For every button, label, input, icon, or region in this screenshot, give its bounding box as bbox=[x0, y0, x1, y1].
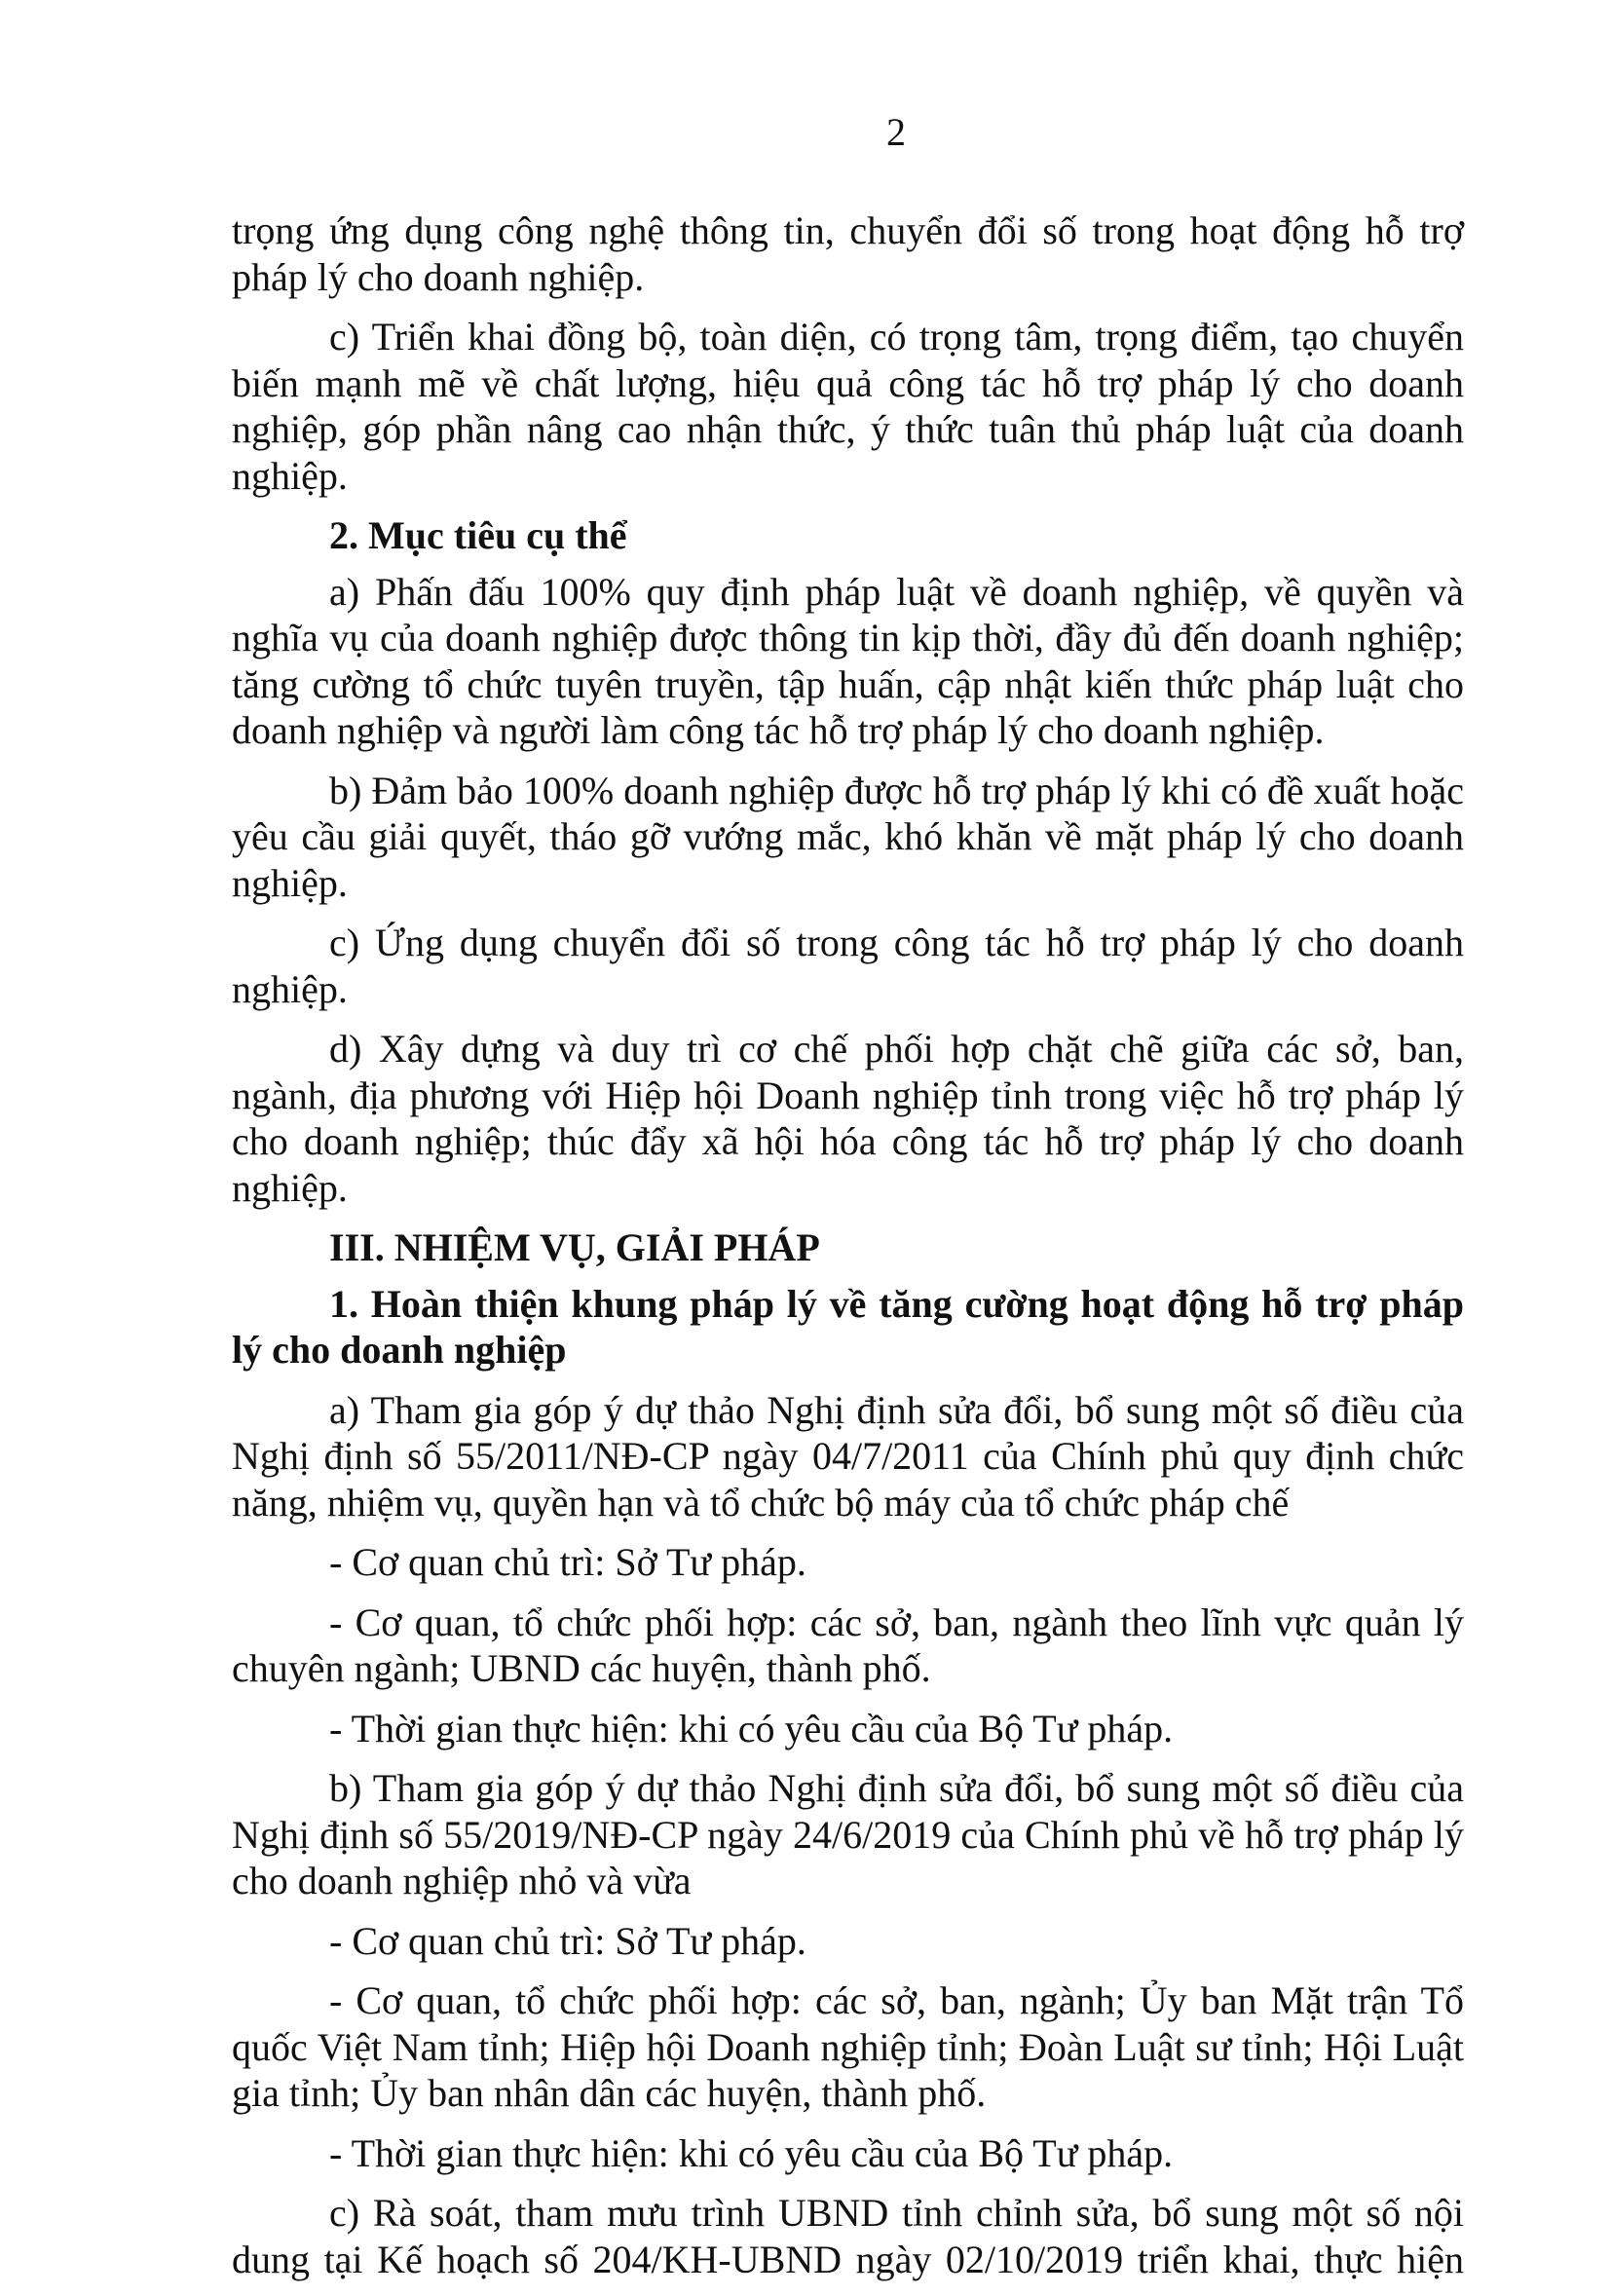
paragraph-continuation: trọng ứng dụng công nghệ thông tin, chuyển đổi số trong hoạt động hỗ trợ pháp lý cho doanh nghiệp. bbox=[232, 208, 1464, 299]
document-body bbox=[232, 207, 1464, 2296]
paragraph-task-a: a) Tham gia góp ý dự thảo Nghị định sửa đổi, bổ sung một số điều của Nghị định số 55/2011/NĐ-CP ngày 04/7/2011 của Chính phủ quy định chức năng, nhiệm vụ, quyền hạn và tổ chức bộ máy của tổ chức pháp chế bbox=[232, 1387, 1464, 1524]
paragraph-task-a-coordinating-agencies: - Cơ quan, tổ chức phối hợp: các sở, ban, ngành theo lĩnh vực quản lý chuyên ngành; UBND các huyện, thành phố. bbox=[232, 1600, 1464, 1690]
section-heading-specific-goals: 2. Mục tiêu cụ thể bbox=[329, 513, 627, 557]
subsection-heading-legal-framework: 1. Hoàn thiện khung pháp lý về tăng cường hoạt động hỗ trợ pháp lý cho doanh nghiệp bbox=[232, 1281, 1464, 1372]
paragraph-specific-goal-c: c) Ứng dụng chuyển đổi số trong công tác hỗ trợ pháp lý cho doanh nghiệp. bbox=[232, 921, 1464, 1011]
paragraph-task-b-timeline: - Thời gian thực hiện: khi có yêu cầu của Bộ Tư pháp. bbox=[329, 2130, 1174, 2175]
paragraph-task-c: c) Rà soát, tham mưu trình UBND tỉnh chỉnh sửa, bổ sung một số nội dung tại Kế hoạch số 204/KH-UBND ngày 02/10/2019 triển khai, thực hiện bbox=[232, 2191, 1464, 2281]
paragraph-specific-goal-b: b) Đảm bảo 100% doanh nghiệp được hỗ trợ pháp lý khi có đề xuất hoặc yêu cầu giải quyết, tháo gỡ vướng mắc, khó khăn về mặt pháp lý cho doanh nghiệp. bbox=[232, 768, 1464, 905]
paragraph-task-a-lead-agency: - Cơ quan chủ trì: Sở Tư pháp. bbox=[329, 1540, 806, 1584]
paragraph-task-b: b) Tham gia góp ý dự thảo Nghị định sửa đổi, bổ sung một số điều của Nghị định số 55/2019/NĐ-CP ngày 24/6/2019 của Chính phủ về hỗ trợ pháp lý cho doanh nghiệp nhỏ và vừa bbox=[232, 1766, 1464, 1902]
paragraph-task-b-coordinating-agencies: - Cơ quan, tổ chức phối hợp: các sở, ban, ngành; Ủy ban Mặt trận Tổ quốc Việt Nam tỉnh; Hiệp hội Doanh nghiệp tỉnh; Đoàn Luật sư tỉnh; Hội Luật gia tỉnh; Ủy ban nhân dân các huyện, thành phố. bbox=[232, 1978, 1464, 2115]
section-heading-tasks-solutions: III. NHIỆM VỤ, GIẢI PHÁP bbox=[329, 1225, 820, 1269]
paragraph-goal-c: c) Triển khai đồng bộ, toàn diện, có trọng tâm, trọng điểm, tạo chuyển biến mạnh mẽ về chất lượng, hiệu quả công tác hỗ trợ pháp lý cho doanh nghiệp, góp phần nâng cao nhận thức, ý thức tuân thủ pháp luật của doanh nghiệp. bbox=[232, 315, 1464, 498]
page-number: 2 bbox=[886, 110, 906, 154]
paragraph-task-b-lead-agency: - Cơ quan chủ trì: Sở Tư pháp. bbox=[329, 1918, 806, 1963]
paragraph-specific-goal-a: a) Phấn đấu 100% quy định pháp luật về doanh nghiệp, về quyền và nghĩa vụ của doanh nghiệp được thông tin kịp thời, đầy đủ đến doanh nghiệp; tăng cường tổ chức tuyên truyền, tập huấn, cập nhật kiến thức pháp luật cho doanh nghiệp và người làm công tác hỗ trợ pháp lý cho doanh nghiệp. bbox=[232, 569, 1464, 752]
paragraph-task-a-timeline: - Thời gian thực hiện: khi có yêu cầu của Bộ Tư pháp. bbox=[329, 1706, 1174, 1750]
paragraph-specific-goal-d: d) Xây dựng và duy trì cơ chế phối hợp chặt chẽ giữa các sở, ban, ngành, địa phương với Hiệp hội Doanh nghiệp tỉnh trong việc hỗ trợ pháp lý cho doanh nghiệp; thúc đẩy xã hội hóa công tác hỗ trợ pháp lý cho doanh nghiệp. bbox=[232, 1027, 1464, 1210]
